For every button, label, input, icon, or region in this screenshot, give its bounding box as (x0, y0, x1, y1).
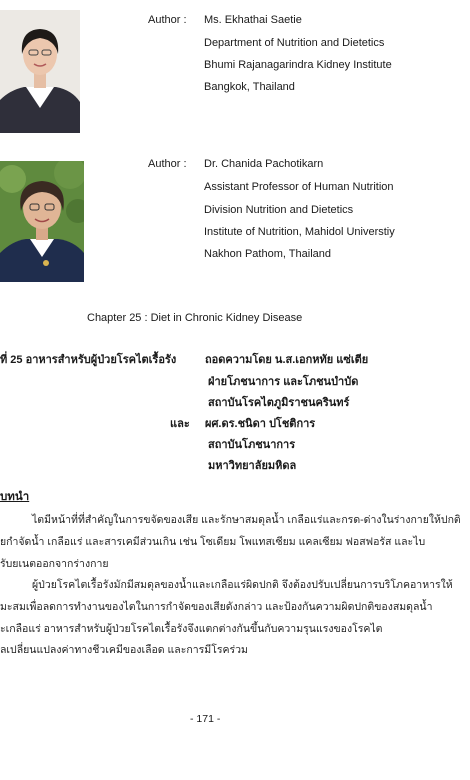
author-photo-ekhathai (0, 10, 80, 133)
intro-paragraph-line-6: ะเกลือแร่ อาหารสำหรับผู้ป่วยโรคไตเรื้อรังจึงแตกต่างกันขึ้นกับความรุนแรงของโรคไต (0, 623, 383, 635)
thai-chapter-label: ที่ 25 อาหารสำหรับผู้ป่วยโรคไตเรื้อรัง (0, 354, 177, 366)
intro-paragraph-line-1: ไตมีหน้าที่ที่สำคัญในการขจัดของเสีย และรักษาสมดุลน้ำ เกลือแร่และกรด-ด่างในร่างกายให้ปกติ (32, 514, 461, 526)
intro-paragraph-line-5: มะสมเพื่อลดการทำงานของไตในการกำจัดของเสียดังกล่าว และป้องกันความผิดปกติของสมดุลน้ำ (0, 601, 433, 613)
author-photo-chanida (0, 161, 84, 282)
intro-heading: บทนำ (0, 491, 30, 503)
chapter-title: Chapter 25 : Diet in Chronic Kidney Disease (87, 312, 303, 324)
author-affiliation-2-line-3: Institute of Nutrition, Mahidol Universtiy (204, 226, 395, 238)
thai-institute-line: สถาบันโรคไตภูมิราชนครินทร์ (208, 397, 350, 409)
intro-paragraph-line-2: ยกำจัดน้ำ เกลือแร่ และสารเคมีส่วนเกิน เช่น โซเดียม โพแทสเซียม แคลเซียม ฟอสฟอรัส และไบ (0, 536, 426, 548)
author-name-1: Ms. Ekhathai Saetie (204, 14, 302, 26)
page-number: - 171 - (190, 713, 221, 725)
author-affiliation-2-line-1: Assistant Professor of Human Nutrition (204, 181, 394, 193)
portrait-woman-white-blazer-icon (0, 10, 80, 133)
author-affiliation-2-line-2: Division Nutrition and Dietetics (204, 204, 354, 216)
author-label-2: Author : (148, 158, 187, 170)
thai-and-label: และ (170, 418, 190, 430)
thai-institute-2-line: สถาบันโภชนาการ (208, 439, 296, 451)
thai-author-2-line: ผศ.ดร.ชนิดา ปโชติการ (205, 418, 316, 430)
author-affiliation-1-line-3: Bangkok, Thailand (204, 81, 295, 93)
thai-translator-line: ถอดความโดย น.ส.เอกหทัย แซ่เตีย (205, 354, 369, 366)
author-label-1: Author : (148, 14, 187, 26)
intro-paragraph-line-7: ลเปลี่ยนแปลงค่าทางชีวเคมีของเลือด และการมีโรคร่วม (0, 644, 248, 656)
portrait-woman-navy-uniform-icon (0, 161, 84, 282)
author-affiliation-1-line-1: Department of Nutrition and Dietetics (204, 37, 385, 49)
author-affiliation-2-line-4: Nakhon Pathom, Thailand (204, 248, 331, 260)
intro-paragraph-line-3: รับยเนตออกจากร่างกาย (0, 558, 109, 570)
intro-paragraph-line-4: ผู้ป่วยโรคไตเรื้อรังมักมีสมดุลของน้ำและเกลือแร่ผิดปกติ จึงต้องปรับเปลี่ยนการบริโภคอาหารให้ (32, 579, 453, 591)
author-affiliation-1-line-2: Bhumi Rajanagarindra Kidney Institute (204, 59, 392, 71)
thai-university-line: มหาวิทยาลัยมหิดล (208, 460, 297, 472)
author-name-2: Dr. Chanida Pachotikarn (204, 158, 324, 170)
thai-dept-line: ฝ่ายโภชนาการ และโภชนบำบัด (208, 376, 359, 388)
